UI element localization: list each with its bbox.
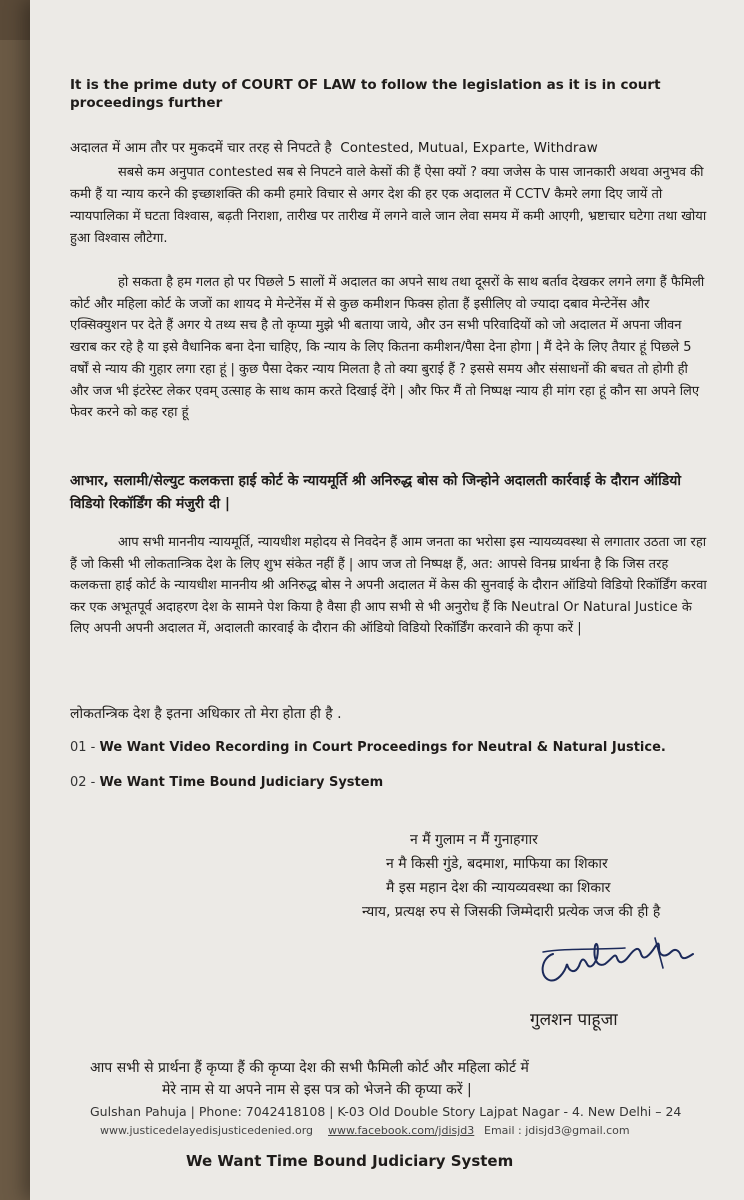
website-link[interactable]: www.justicedelayedisjusticedenied.org (100, 1124, 314, 1137)
para1-hindi: अदालत में आम तौर पर मुकदमें चार तरह से निपटते है (70, 140, 332, 156)
para1 (70, 140, 598, 156)
poem-line: मै इस महान देश की न्यायव्यवस्था का शिकार (386, 880, 611, 896)
para2: सबसे कम अनुपात contested सब से निपटने वाले केसों की हैं ऐसा क्यों ? क्या जजेस के पास जानकारी अथवा अनुभव की कमी हैं या न्याय करने की इच्छाशक्ति की कमी हमारे विचार से अगर देश की हर एक अदालत में CCTV कैमरे लगा दिए जायें तो न्यायपालिका में घटता विश्वास, बढ़ती निराशा, तारीख पर तारीख में लगने वाले जान लेवा समय में कमी आएगी, भ्रष्टाचार घटेगा तथा खोया हुआ विश्वास लौटेगा. (70, 165, 707, 246)
para3: हो सकता है हम गलत हो पर पिछले 5 सालों में अदालत का अपने साथ तथा दूसरों के साथ बर्ताव देखकर लगने लगा हैं फैमिली कोर्ट और महिला कोर्ट के जजों का शायद मे मेन्टेनेंस में से कुछ कमीशन फिक्स होता हैं इसीलिए वो ज्यादा दबाव मेन्टेनेंस और एक्सिक्युशन पर देते हैं अगर ये तथ्य सच है तो कृप्या मुझे भी बताया जाये, और उन सभी परिवादियों को जो अदालत में अपना जीवन खराब कर रहे है या इसे वैधानिक बना देना चाहिए, कि न्याय के लिए कितना कमीशन/पैसा देना होगा | मैं देने के लिए तैयार हूं पिछले 5 वर्षों से न्याय की गुहार लगा रहा हूं | कुछ पैसा देकर न्याय मिलता है तो क्या बुराई हैं ? इससे समय और संसाधनों की बचत तो होगी ही और जज भी इंटरेस्ट लेकर एवम् उत्साह के साथ काम करते दिखाई देंगे | और फिर मैं तो निष्पक्ष न्याय ही मांग रहा हूं कौन सा अपने लिए फेवर करने को कह रहा हूं (70, 275, 705, 421)
poem-line: न्याय, प्रत्यक्ष रुप से जिसकी जिम्मेदारी प्रत्येक जज की ही है (362, 904, 661, 920)
poem-line: न मै किसी गुंडे, बदमाश, माफिया का शिकार (386, 856, 608, 872)
contact-line: Gulshan Pahuja | Phone: 7042418108 | K-03 Old Double Story Lajpat Nagar - 4. New Delhi – 24 (90, 1104, 682, 1119)
signatory-name: गुलशन पाहूजा (530, 1010, 618, 1030)
letter-page (30, 0, 744, 1200)
appeal-line-1: आप सभी से प्रार्थना हैं कृप्या हैं की कृप्या देश की सभी फैमिली कोर्ट और महिला कोर्ट में (90, 1060, 529, 1076)
poem-block (362, 828, 712, 924)
demand-item-1 (70, 740, 666, 756)
email-text[interactable]: Email : jdisjd3@gmail.com (484, 1124, 630, 1137)
intro-statement: It is the prime duty of COURT OF LAW to follow the legislation as it is in court proceedings further (70, 77, 661, 111)
demand-number: 01 - (70, 740, 96, 755)
poem-line: न मैं गुलाम न मैं गुनाहगार (410, 832, 538, 848)
thanks-statement: आभार, सलामी/सेल्युट कलकत्ता हाई कोर्ट के न्यायमूर्ति श्री अनिरुद्ध बोस को जिन्होने अदालती कार्रवाई के दौरान ऑडियो विडियो रिकॉर्डिंग की मंजुरी दी | (70, 473, 681, 512)
demand-item-2 (70, 775, 383, 791)
para4: आप सभी माननीय न्यायमूर्ति, न्यायधीश महोदय से निवदेन हैं आम जनता का भरोसा इस न्यायव्यवस्था से लगातार उठता जा रहा हैं जो किसी भी लोकतान्त्रिक देश के लिए शुभ संकेत नहीं हैं | आप जज तो निष्पक्ष हैं, अत: आपसे विनम्र प्रार्थना है कि जिस तरह कलकत्ता हाई कोर्ट के न्यायधीश माननीय श्री अनिरुद्ध बोस ने अपनी अदालत में केस की सुनवाई के दौरान ऑडियो विडियो रिकॉर्डिंग करवा कर एक अभूतपूर्व अदाहरण देश के सामने पेश किया है वैसा ही आप सभी से भी अनुरोध हैं कि Neutral Or Natural Justice के लिए अपनी अपनी अदालत में, अदालती कारवाई के दौरान की ऑडियो विडियो रिकॉर्डिंग करवाने की कृपा करें | (70, 535, 707, 636)
facebook-link[interactable]: www.facebook.com/jdisjd3 (328, 1124, 475, 1137)
demand-text: We Want Video Recording in Court Proceedings for Neutral & Natural Justice. (99, 740, 666, 755)
para1-categories: Contested, Mutual, Exparte, Withdraw (340, 140, 598, 156)
democracy-line: लोकतन्त्रिक देश है इतना अधिकार तो मेरा होता ही है . (70, 706, 342, 722)
handwritten-signature (535, 928, 705, 986)
demand-text: We Want Time Bound Judiciary System (99, 775, 384, 790)
appeal-line-2: मेरे नाम से या अपने नाम से इस पत्र को भेजने की कृप्या करें | (162, 1082, 472, 1098)
footer-slogan: We Want Time Bound Judiciary System (186, 1152, 514, 1170)
demand-number: 02 - (70, 775, 96, 790)
